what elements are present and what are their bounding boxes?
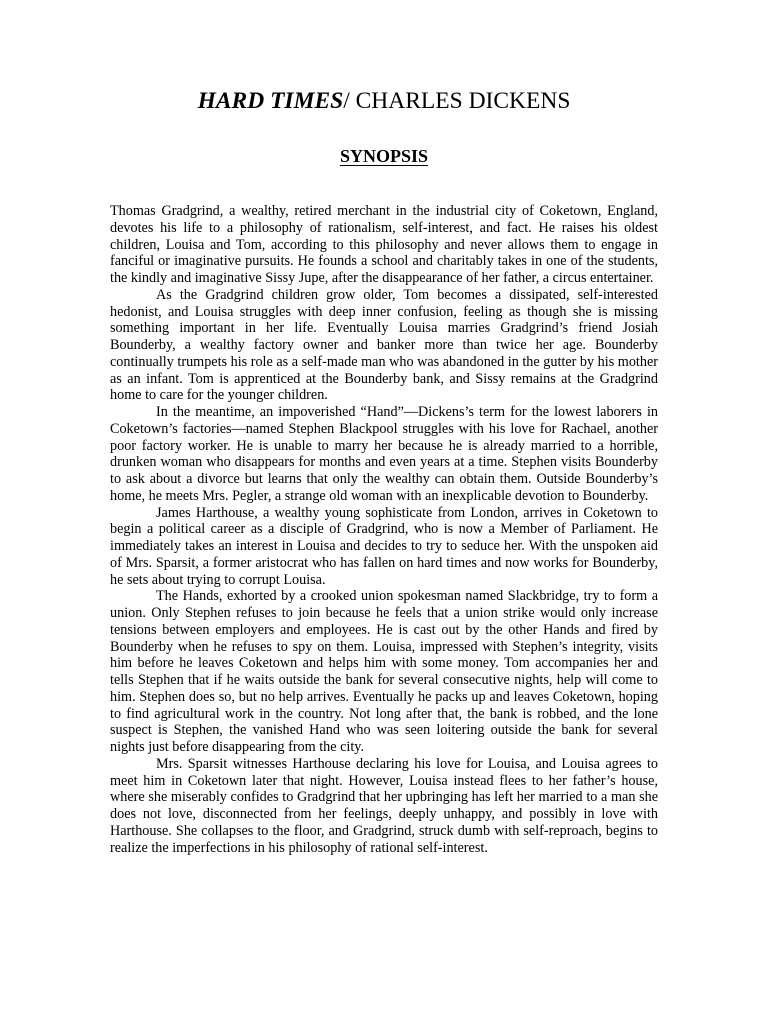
paragraph-2: As the Gradgrind children grow older, Tom becomes a dissipated, self-interested hedonist, and Louisa struggles with deep inner confusion, feeling as though she is missing something important in her life. Eventually Louisa marries Gradgrind’s friend Josiah Bounderby, a wealthy factory owner and banker more than twice her age. Bounderby continually trumpets his role as a self-made man who was abandoned in the gutter by his mother as an infant. Tom is apprenticed at the Bounderby bank, and Sissy remains at the Gradgrind home to care for the younger children. (110, 286, 658, 404)
synopsis-body (110, 203, 658, 856)
paragraph-6: Mrs. Sparsit witnesses Harthouse declaring his love for Louisa, and Louisa agrees to meet him in Coketown later that night. However, Louisa instead flees to her father’s house, where she miserably confides to Gradgrind that her upbringing has left her married to a man she does not love, disconnected from her feelings, deeply unhappy, and possibly in love with Harthouse. She collapses to the floor, and Gradgrind, struck dumb with self-reproach, begins to realize the imperfections in his philosophy of rational self-interest. (110, 755, 658, 856)
section-heading: SYNOPSIS (339, 146, 429, 166)
paragraph-1: Thomas Gradgrind, a wealthy, retired merchant in the industrial city of Coketown, England, devotes his life to a philosophy of rationalism, self-interest, and fact. He raises his oldest children, Louisa and Tom, according to this philosophy and never allows them to engage in fanciful or imaginative pursuits. He founds a school and charitably takes in one of the students, the kindly and imaginative Sissy Jupe, after the disappearance of her father, a circus entertainer. (110, 203, 658, 286)
author-name: / CHARLES DICKENS (343, 88, 571, 114)
page-title (0, 86, 768, 116)
book-title: HARD TIMES (197, 88, 344, 114)
paragraph-3: In the meantime, an impoverished “Hand”—Dickens’s term for the lowest laborers in Coketown’s factories—named Stephen Blackpool struggles with his love for Rachael, another poor factory worker. He is unable to marry her because he is already married to a horrible, drunken woman who disappears for months and even years at a time. Stephen visits Bounderby to ask about a divorce but learns that only the wealthy can obtain them. Outside Bounderby’s home, he meets Mrs. Pegler, a strange old woman with an inexplicable devotion to Bounderby. (110, 404, 658, 504)
paragraph-4: James Harthouse, a wealthy young sophisticate from London, arrives in Coketown to begin a political career as a disciple of Gradgrind, who is now a Member of Parliament. He immediately takes an interest in Louisa and decides to try to seduce her. With the unspoken aid of Mrs. Sparsit, a former aristocrat who has fallen on hard times and now works for Bounderby, he sets about trying to corrupt Louisa. (110, 504, 658, 588)
paragraph-5: The Hands, exhorted by a crooked union spokesman named Slackbridge, try to form a union. Only Stephen refuses to join because he feels that a union strike would only increase tensions between employers and employees. He is cast out by the other Hands and fired by Bounderby when he refuses to spy on them. Louisa, impressed with Stephen’s integrity, visits him before he leaves Coketown and helps him with some money. Tom accompanies her and tells Stephen that if he waits outside the bank for several consecutive nights, help will come to him. Stephen does so, but no help arrives. Eventually he packs up and leaves Coketown, hoping to find agricultural work in the country. Not long after that, the bank is robbed, and the lone suspect is Stephen, the vanished Hand who was seen loitering outside the bank for several nights just before disappearing from the city. (110, 588, 658, 755)
